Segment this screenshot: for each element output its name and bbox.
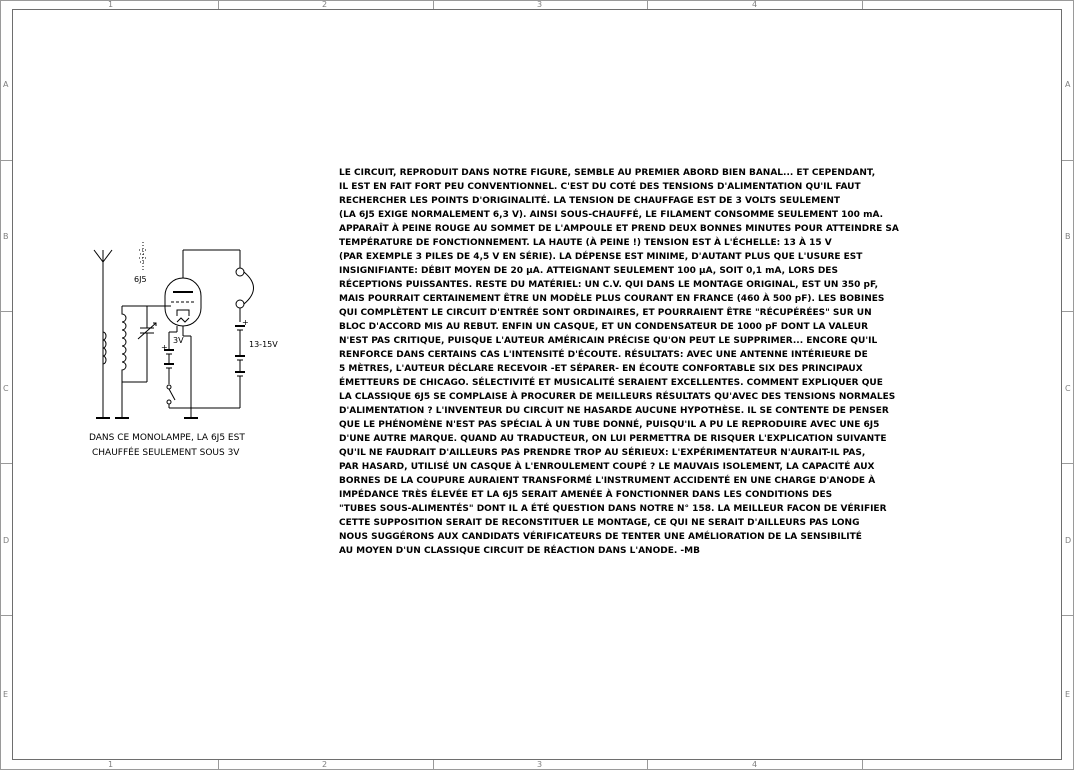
row-label-c: C — [3, 384, 9, 393]
description-line: APPARAÎT À PEINE ROUGE AU SOMMET DE L'AMPOULE ET PREND DEUX BONNES MINUTES POUR ATTEINDRE SA — [339, 224, 899, 234]
description-line: D'UNE AUTRE MARQUE. QUAND AU TRADUCTEUR, ON LUI PERMETTRA DE RISQUER L'EXPLICATION SUIVANTE — [339, 434, 887, 444]
row-label-d-right: D — [1065, 536, 1072, 545]
row-label-e: E — [3, 690, 9, 699]
description-line: MAIS POURRAIT CERTAINEMENT ÊTRE UN MODÈLE PLUS COURANT EN FRANCE (460 À 500 pF). LES BOBINES — [339, 294, 885, 304]
ht-battery-plus-sign: + — [242, 318, 249, 327]
description-line: LE CIRCUIT, REPRODUIT DANS NOTRE FIGURE, SEMBLE AU PREMIER ABORD BIEN BANAL... ET CEPENDANT, — [339, 168, 876, 178]
heater-battery-dashed — [139, 242, 147, 270]
description-line: BLOC D'ACCORD MIS AU REBUT. ENFIN UN CASQUE, ET UN CONDENSATEUR DE 1000 pF DONT LA VALEUR — [339, 322, 868, 332]
row-label-a-right: A — [1065, 80, 1071, 89]
description-line: CETTE SUPPOSITION SERAIT DE RECONSTITUER LE MONTAGE, CE QUI NE SERAIT D'AILLEURS PAS LONG — [339, 518, 860, 528]
filament-battery-plus-sign: + — [161, 343, 168, 352]
antenna-symbol — [94, 250, 112, 418]
description-line: (LA 6J5 EXIGE NORMALEMENT 6,3 V). AINSI SOUS-CHAUFFÉ, LE FILAMENT CONSOMME SEULEMENT 100 mA. — [339, 210, 884, 220]
tube-label: 6J5 — [134, 275, 147, 284]
ht-battery — [235, 326, 245, 376]
description-line: RENFORCE DANS CERTAINS CAS L'INTENSITÉ D'ÉCOUTE. RÉSULTATS: AVEC UNE ANTENNE INTÉRIEURE DE — [339, 350, 868, 360]
description-line: IMPÉDANCE TRÈS ÉLEVÉE ET LA 6J5 SERAIT AMENÉE À FONCTIONNER DANS LES CONDITIONS DES — [339, 490, 833, 500]
column-label-4: 4 — [752, 0, 758, 9]
column-label-2-bottom: 2 — [322, 760, 328, 769]
description-line: LA CLASSIQUE 6J5 SE COMPLAISE À PROCURER DE MEILLEURS RÉSULTATS QU'AVEC DES TENSIONS NORMALES — [339, 392, 896, 402]
column-label-4-bottom: 4 — [752, 760, 758, 769]
description-line: RECHERCHER LES POINTS D'ORIGINALITÉ. LA TENSION DE CHAUFFAGE EST DE 3 VOLTS SEULEMENT — [339, 196, 841, 206]
description-line: IL EST EN FAIT FORT PEU CONVENTIONNEL. C'EST DU COTÉ DES TENSIONS D'ALIMENTATION QU'IL FAUT — [339, 182, 861, 192]
description-line: QU'IL NE FAUDRAIT D'AILLEURS PAS PRENDRE TROP AU SÉRIEUX: L'EXPÉRIMENTATEUR N'AURAIT-IL PAS, — [339, 448, 866, 458]
description-line: QUE LE PHÉNOMÈNE N'EST PAS SPÉCIAL À UN TUBE DONNÉ, PUISQU'IL A PU LE REPRODUIRE AVEC UNE 6J5 — [339, 420, 880, 430]
row-label-b: B — [3, 232, 9, 241]
ht-battery-label: 13-15V — [249, 340, 278, 349]
description-line: (PAR EXEMPLE 3 PILES DE 4,5 V EN SÉRIE). LA DÉPENSE EST MINIME, D'AUTANT PLUS QUE L'USURE EST — [339, 252, 863, 262]
tube-6j5 — [165, 278, 201, 326]
description-line: NOUS SUGGÉRONS AUX CANDIDATS VÉRIFICATEURS DE TENTER UNE AMÉLIORATION DE LA SENSIBILITÉ — [339, 532, 862, 542]
filament-battery-label: 3V — [173, 336, 184, 345]
schematic-caption-line2: CHAUFFÉE SEULEMENT SOUS 3V — [92, 448, 240, 458]
row-label-c-right: C — [1065, 384, 1071, 393]
description-line: 5 MÈTRES, L'AUTEUR DÉCLARE RECEVOIR -ET SÉPARER- EN ÉCOUTE CONFORTABLE SIX DES PRINCIPAUX — [339, 364, 863, 374]
description-line: AU MOYEN D'UN CLASSIQUE CIRCUIT DE RÉACTION DANS L'ANODE. -MB — [339, 546, 700, 556]
column-label-3-bottom: 3 — [537, 760, 543, 769]
tuning-coil — [122, 306, 126, 418]
schematic-diagram — [85, 240, 325, 430]
column-label-1-bottom: 1 — [108, 760, 114, 769]
description-line: RÉCEPTIONS PUISSANTES. RESTE DU MATÉRIEL: UN C.V. QUI DANS LE MONTAGE ORIGINAL, EST UN 350 pF, — [339, 280, 879, 290]
description-line: TEMPÉRATURE DE FONCTIONNEMENT. LA HAUTE (À PEINE !) TENSION EST À L'ÉCHELLE: 13 À 15 V — [339, 238, 832, 248]
column-label-2: 2 — [322, 0, 328, 9]
headphones-symbol — [236, 268, 254, 308]
description-line: INSIGNIFIANTE: DÉBIT MOYEN DE 20 µA. ATTEIGNANT SEULEMENT 100 µA, SOIT 0,1 mA, LORS DES — [339, 266, 838, 276]
description-line: BORNES DE LA COUPURE AURAIENT TRANSFORMÉ L'INSTRUMENT ACCIDENTÉ EN UNE CHARGE D'ANODE À — [339, 476, 876, 486]
description-line: PAR HASARD, UTILISÉ UN CASQUE À L'ENROULEMENT COUPÉ ? LE MAUVAIS ISOLEMENT, LA CAPACITÉ AUX — [339, 462, 875, 472]
schematic-caption-line1: DANS CE MONOLAMPE, LA 6J5 EST — [89, 433, 245, 443]
description-line: QUI COMPLÈTENT LE CIRCUIT D'ENTRÉE SONT ORDINAIRES, ET POURRAIENT ÊTRE "RÉCUPÉRÉES" SUR UN — [339, 308, 872, 318]
description-text — [339, 166, 939, 558]
description-line: "TUBES SOUS-ALIMENTÉS" DONT IL A ÉTÉ QUESTION DANS NOTRE N° 158. LA MEILLEUR FACON DE VÉRIFIER — [339, 504, 887, 514]
row-label-d: D — [3, 536, 10, 545]
description-line: N'EST PAS CRITIQUE, PUISQUE L'AUTEUR AMÉRICAIN PRÉCISE QU'ON PEUT LE SUPPRIMER... ENCORE QU'IL — [339, 336, 878, 346]
description-line: ÉMETTEURS DE CHICAGO. SÉLECTIVITÉ ET MUSICALITÉ SERAIENT EXCELLENTES. COMMENT EXPLIQUER QUE — [339, 378, 883, 388]
description-line: D'ALIMENTATION ? L'INVENTEUR DU CIRCUIT NE HASARDE AUCUNE HYPOTHÈSE. IL SE CONTENTE DE PENSER — [339, 406, 889, 416]
switch-symbol — [167, 385, 175, 404]
row-label-e-right: E — [1065, 690, 1071, 699]
row-label-a: A — [3, 80, 9, 89]
column-label-3: 3 — [537, 0, 543, 9]
column-label-1: 1 — [108, 0, 114, 9]
row-label-b-right: B — [1065, 232, 1071, 241]
